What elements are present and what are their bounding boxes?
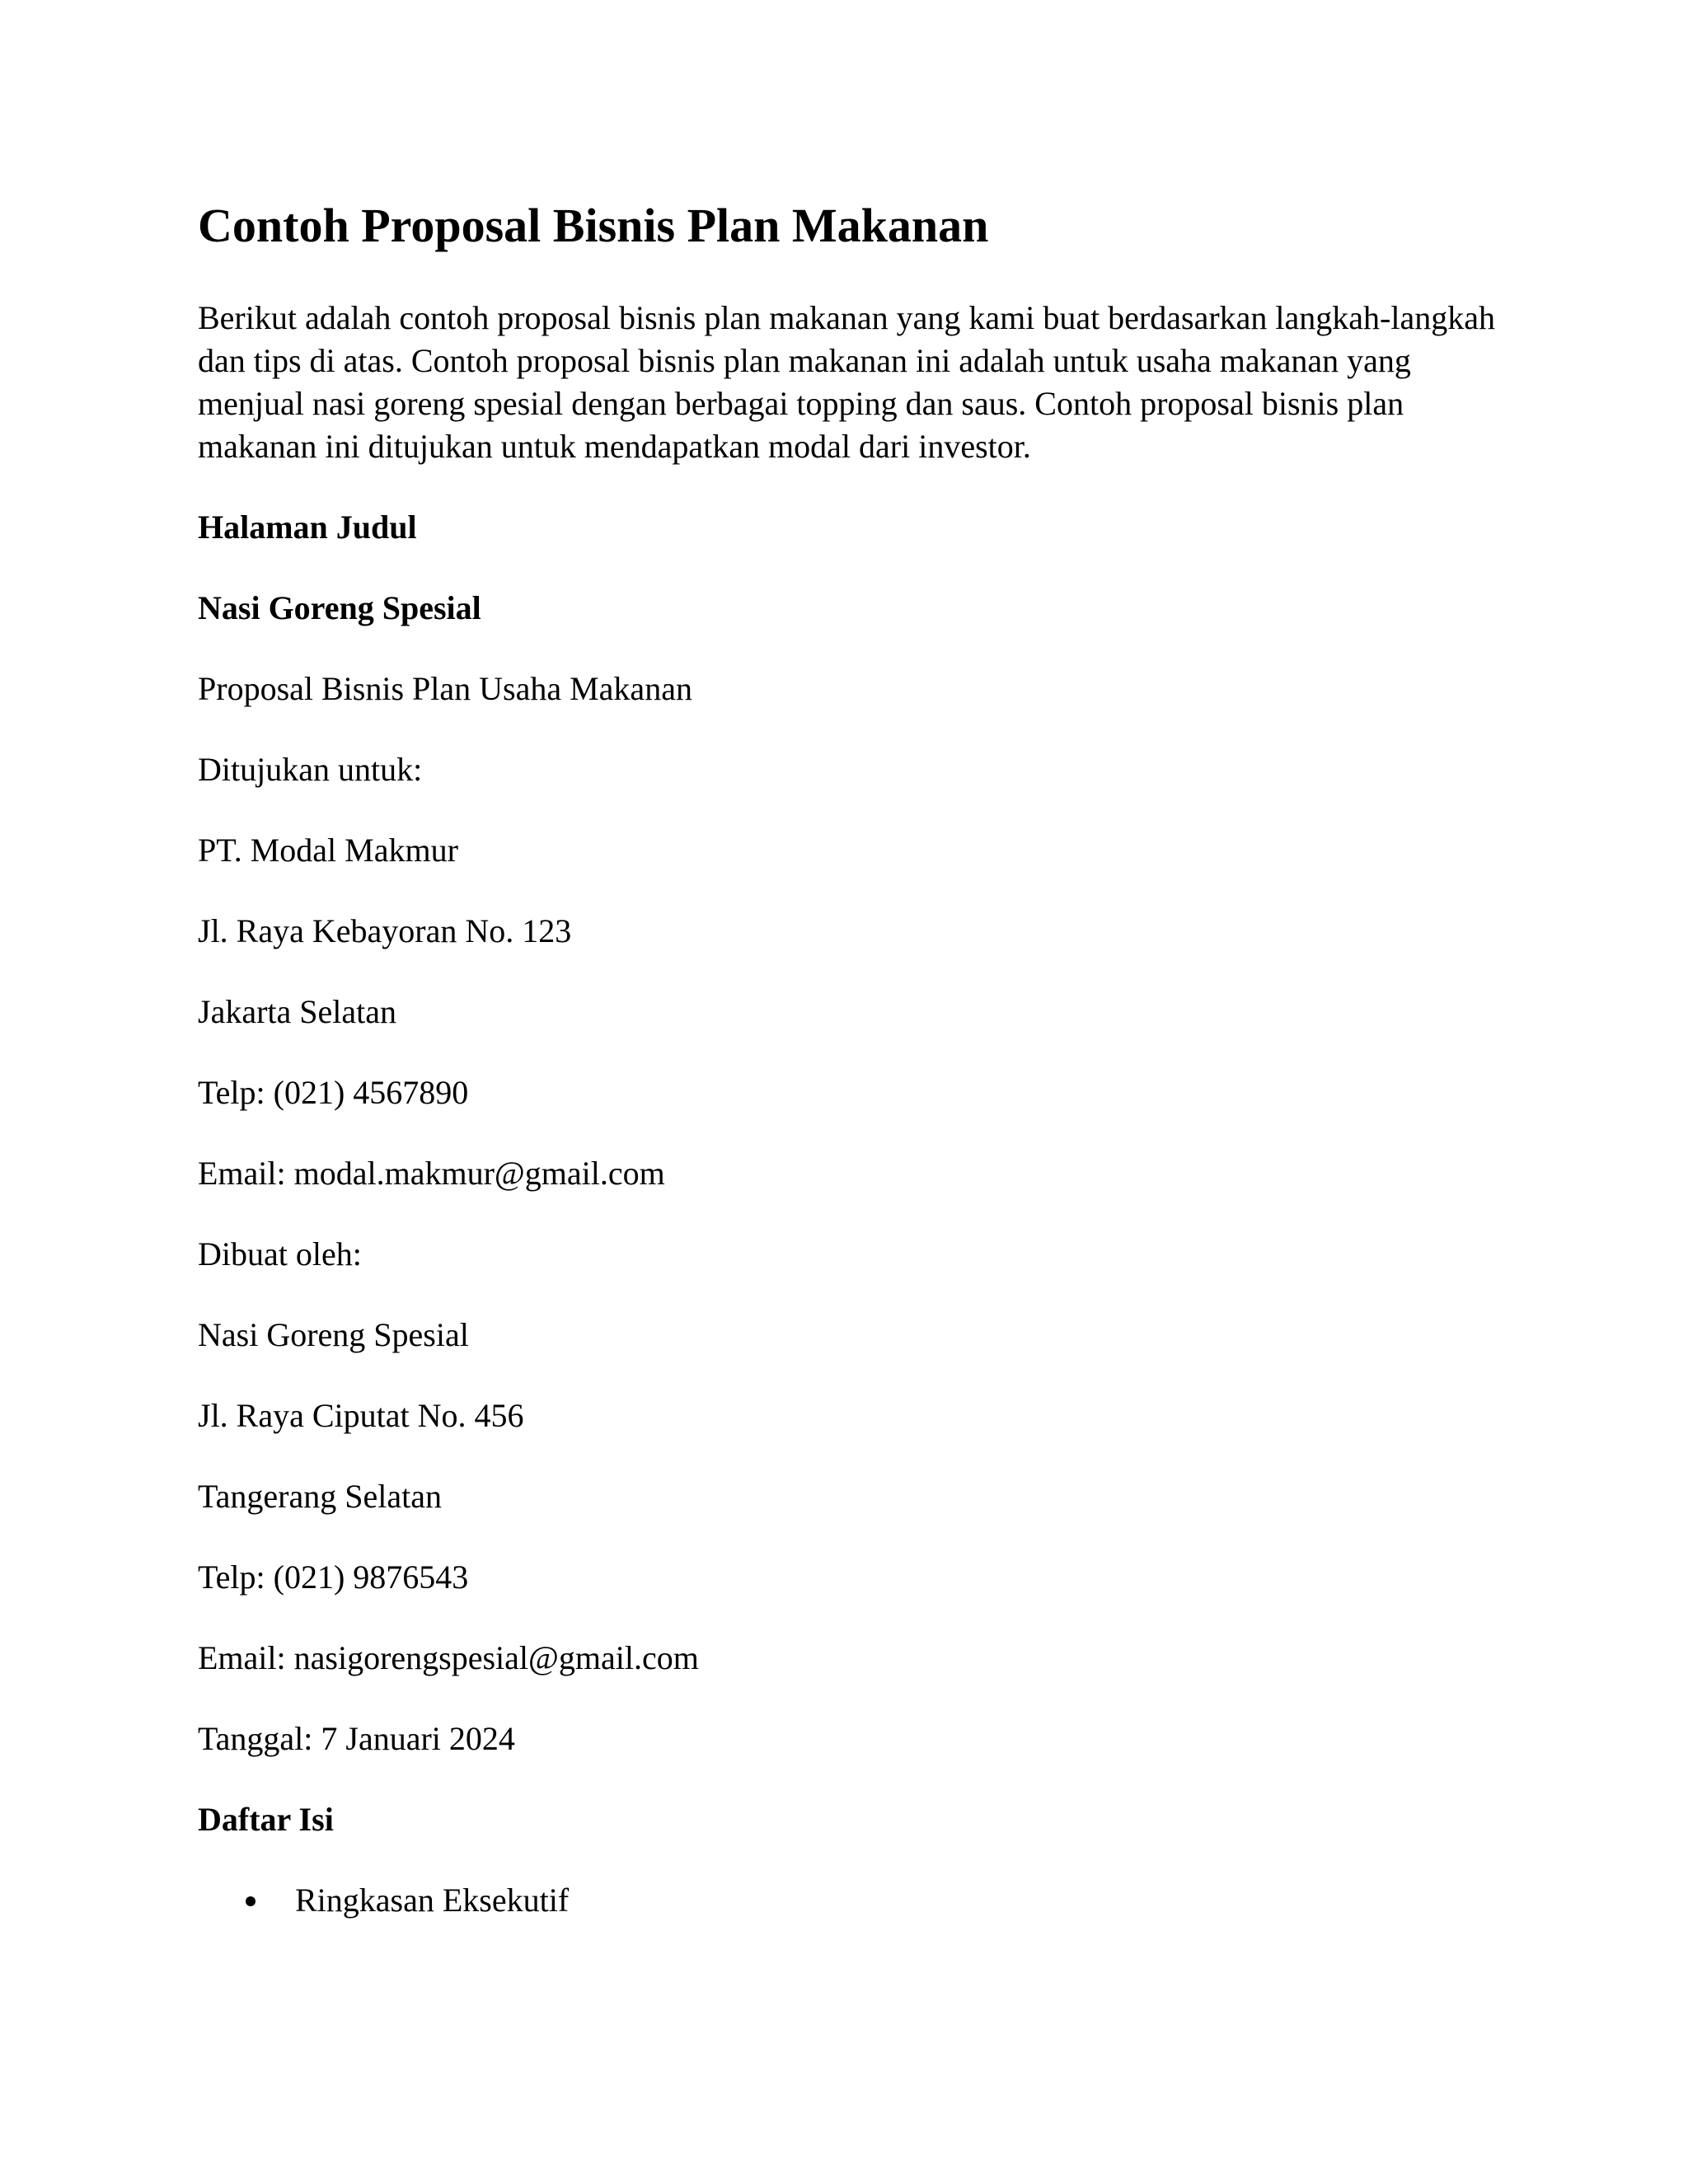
bullet-icon xyxy=(246,1896,256,1906)
title-page-heading: Halaman Judul xyxy=(198,509,417,546)
author-street: Jl. Raya Ciputat No. 456 xyxy=(198,1397,524,1434)
proposal-date: Tanggal: 7 Januari 2024 xyxy=(198,1720,515,1757)
author-label: Dibuat oleh: xyxy=(198,1235,362,1272)
recipient-phone: Telp: (021) 4567890 xyxy=(198,1074,469,1111)
toc-list xyxy=(198,1879,1500,1922)
author-city: Tangerang Selatan xyxy=(198,1478,442,1515)
toc-item-label: Ringkasan Eksekutif xyxy=(295,1882,570,1919)
document-page xyxy=(198,196,1500,1922)
author-email: Email: nasigorengspesial@gmail.com xyxy=(198,1639,699,1676)
business-name-heading: Nasi Goreng Spesial xyxy=(198,589,481,626)
recipient-city: Jakarta Selatan xyxy=(198,993,396,1030)
recipient-street: Jl. Raya Kebayoran No. 123 xyxy=(198,912,572,949)
addressed-to-label: Ditujukan untuk: xyxy=(198,751,423,788)
toc-item xyxy=(198,1879,1500,1922)
toc-heading: Daftar Isi xyxy=(198,1801,334,1838)
proposal-subtitle: Proposal Bisnis Plan Usaha Makanan xyxy=(198,670,692,707)
intro-paragraph: Berikut adalah contoh proposal bisnis plan makanan yang kami buat berdasarkan langkah-langkah dan tips di atas. Contoh proposal bisnis plan makanan ini adalah untuk usaha makanan yang menjual nasi goreng spesial dengan berbagai topping dan saus. Contoh proposal bisnis plan makanan ini ditujukan untuk mendapatkan modal dari investor. xyxy=(198,299,1495,465)
recipient-name: PT. Modal Makmur xyxy=(198,832,458,869)
author-phone: Telp: (021) 9876543 xyxy=(198,1558,469,1596)
document-title: Contoh Proposal Bisnis Plan Makanan xyxy=(198,199,989,252)
author-name: Nasi Goreng Spesial xyxy=(198,1316,469,1353)
recipient-email: Email: modal.makmur@gmail.com xyxy=(198,1155,665,1192)
